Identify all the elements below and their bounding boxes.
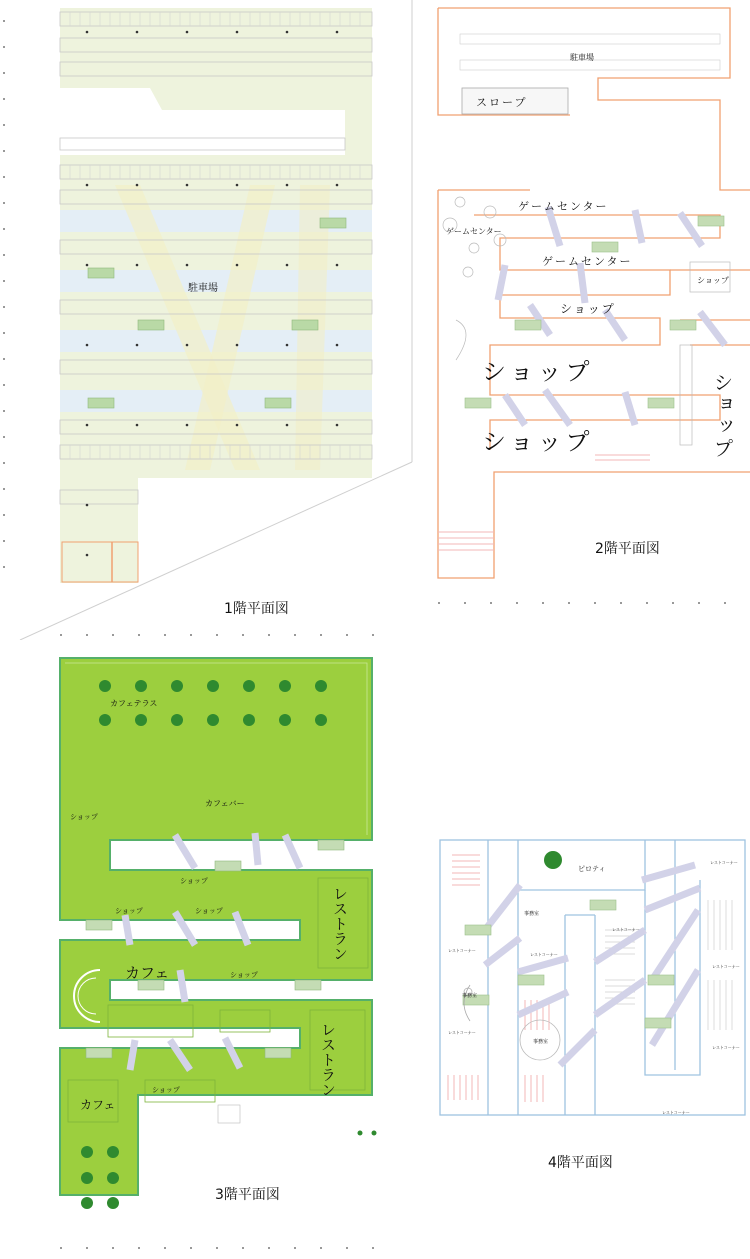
- floor3-cafe-bar-label: カフェバー: [205, 799, 245, 808]
- floor3-shop-f-label: ショップ: [152, 1086, 180, 1094]
- floor4-office-3-label: 事務室: [533, 1039, 549, 1045]
- floor3-cafe-terrace-label: カフェテラス: [110, 699, 158, 708]
- floor4-restcorner-7-label: レストコーナー: [712, 1045, 740, 1050]
- floor4-caption: 4階平面図: [548, 1155, 613, 1171]
- floor4-restcorner-8-label: レストコーナー: [662, 1110, 690, 1115]
- floor2-shop-big1-label: ショップ: [482, 358, 594, 386]
- floor4-restcorner-5-label: レストコーナー: [712, 964, 740, 969]
- floor2-parking-label: 駐車場: [570, 53, 594, 62]
- floor2-shop-big2-label: ショップ: [482, 428, 594, 456]
- floor4-office-2-label: 事務室: [462, 993, 478, 999]
- floor3-cafe-big-label: カフェ: [125, 964, 170, 982]
- floor2-shop-row-label: ショップ: [560, 302, 616, 316]
- floor4-restcorner-2-label: レストコーナー: [530, 952, 558, 957]
- floor3-plan: [0, 650, 420, 1255]
- floor2-shop-vertical-label: ショップ: [710, 372, 734, 460]
- floor4-plan: [430, 830, 750, 1171]
- floor3-shop-a-label: ショップ: [70, 813, 98, 821]
- floor2-caption: 2階平面図: [595, 541, 660, 557]
- floor1-drawing: [0, 0, 420, 640]
- floor3-shop-c-label: ショップ: [115, 907, 143, 915]
- floor3-caption: 3階平面図: [215, 1187, 280, 1203]
- floor3-shop-d-label: ショップ: [195, 907, 223, 915]
- floor2-plan: [420, 0, 750, 620]
- floor2-game-center-mid-label: ゲームセンター: [542, 255, 633, 268]
- floor4-restcorner-3-label: レストコーナー: [612, 927, 640, 932]
- floor3-shop-b-label: ショップ: [180, 877, 208, 885]
- floor3-cafe-small-label: カフェ: [80, 1098, 116, 1112]
- floor4-restcorner-6-label: レストコーナー: [448, 1030, 476, 1035]
- floor2-grid-ticks-bottom: [438, 602, 748, 604]
- floor4-drawing: [430, 830, 750, 1130]
- floor4-restcorner-4-label: レストコーナー: [710, 860, 738, 865]
- floor2-game-center-left-label: ゲームセンター: [446, 227, 502, 236]
- floor1-parking-label: 駐車場: [188, 283, 218, 294]
- floor1-plan: [0, 0, 420, 640]
- floor2-slope-label: スロープ: [476, 96, 528, 109]
- floor4-piloti-label: ピロティ: [578, 865, 606, 873]
- floor1-caption: 1階平面図: [224, 601, 289, 617]
- floor3-grid-ticks-bottom: [60, 1247, 380, 1249]
- floor4-office-1-label: 事務室: [524, 911, 540, 917]
- floor2-game-center-top-label: ゲームセンター: [518, 200, 609, 213]
- floor3-restaurant-1-label: レストラン: [331, 886, 349, 961]
- floor3-drawing: [0, 650, 420, 1255]
- floor4-restcorner-1-label: レストコーナー: [448, 948, 476, 953]
- floor2-shop-small-label: ショップ: [697, 276, 729, 285]
- floor3-restaurant-2-label: レストラン: [319, 1022, 337, 1097]
- floor1-grid-ticks-bottom: [60, 634, 380, 636]
- floor3-shop-e-label: ショップ: [230, 971, 258, 979]
- floor1-grid-ticks-left: [3, 20, 5, 590]
